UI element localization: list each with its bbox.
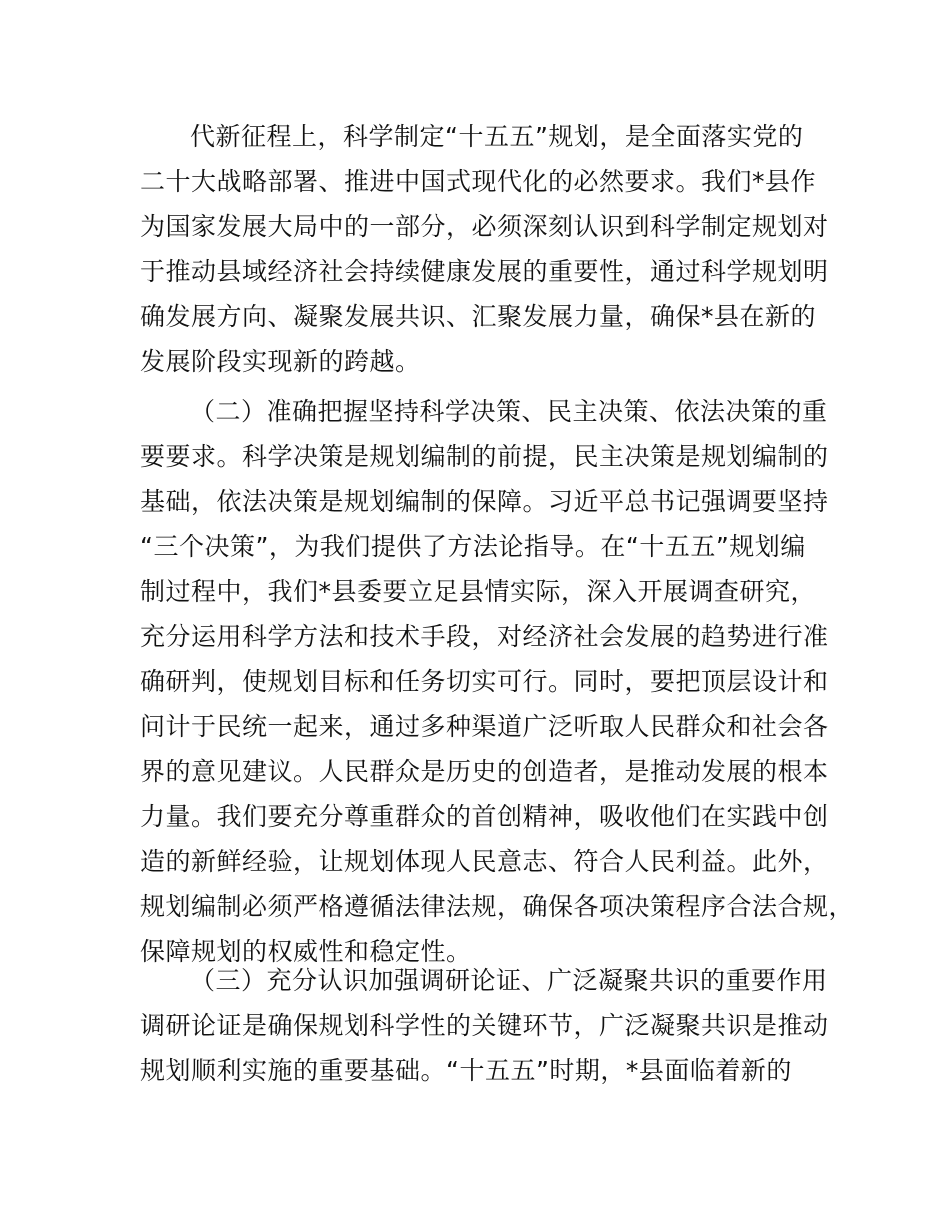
paragraph-2 [140,389,855,974]
paragraph-line: 二十大战略部署、推进中国式现代化的必然要求。我们*县作 [140,167,817,196]
paragraph-line: 要要求。科学决策是规划编制的前提，民主决策是规划编制的 [140,442,829,471]
paragraph-line: “三个决策”，为我们提供了方法论指导。在“十五五”规划编 [140,532,806,561]
paragraph-3 [140,958,840,1093]
paragraph-line: （三）充分认识加强调研论证、广泛凝聚共识的重要作用 [190,966,828,995]
paragraph-line: 力量。我们要充分尊重群众的首创精神，吸收他们在实践中创 [140,802,829,831]
paragraph-line: 基础，依法决策是规划编制的保障。习近平总书记强调要坚持 [140,487,829,516]
paragraph-line: 代新征程上，科学制定“十五五”规划，是全面落实党的 [190,122,804,151]
paragraph-line: 问计于民统一起来，通过多种渠道广泛听取人民群众和社会各 [140,712,829,741]
paragraph-line: 调研论证是确保规划科学性的关键环节，广泛凝聚共识是推动 [140,1011,829,1040]
paragraph-line: （二）准确把握坚持科学决策、民主决策、依法决策的重 [190,397,828,426]
paragraph-line: 充分运用科学方法和技术手段，对经济社会发展的趋势进行准 [140,622,829,651]
paragraph-line: 造的新鲜经验，让规划体现人民意志、符合人民利益。此外， [140,847,829,876]
paragraph-line: 确研判，使规划目标和任务切实可行。同时，要把顶层设计和 [140,667,829,696]
paragraph-line: 确发展方向、凝聚发展共识、汇聚发展力量，确保*县在新的 [140,302,817,331]
paragraph-line: 规划顺利实施的重要基础。“十五五”时期，*县面临着新的 [140,1056,792,1085]
paragraph-line: 保障规划的权威性和稳定性。 [140,937,472,966]
paragraph-line: 于推动县域经济社会持续健康发展的重要性，通过科学规划明 [140,257,829,286]
paragraph-line: 规划编制必须严格遵循法律法规，确保各项决策程序合法合规， [140,892,855,921]
paragraph-line: 为国家发展大局中的一部分，必须深刻认识到科学制定规划对 [140,212,829,241]
paragraph-line: 界的意见建议。人民群众是历史的创造者，是推动发展的根本 [140,757,829,786]
paragraph-line: 制过程中，我们*县委要立足县情实际，深入开展调查研究， [140,577,817,606]
paragraph-1 [140,114,840,384]
paragraph-line: 发展阶段实现新的跨越。 [140,347,421,376]
